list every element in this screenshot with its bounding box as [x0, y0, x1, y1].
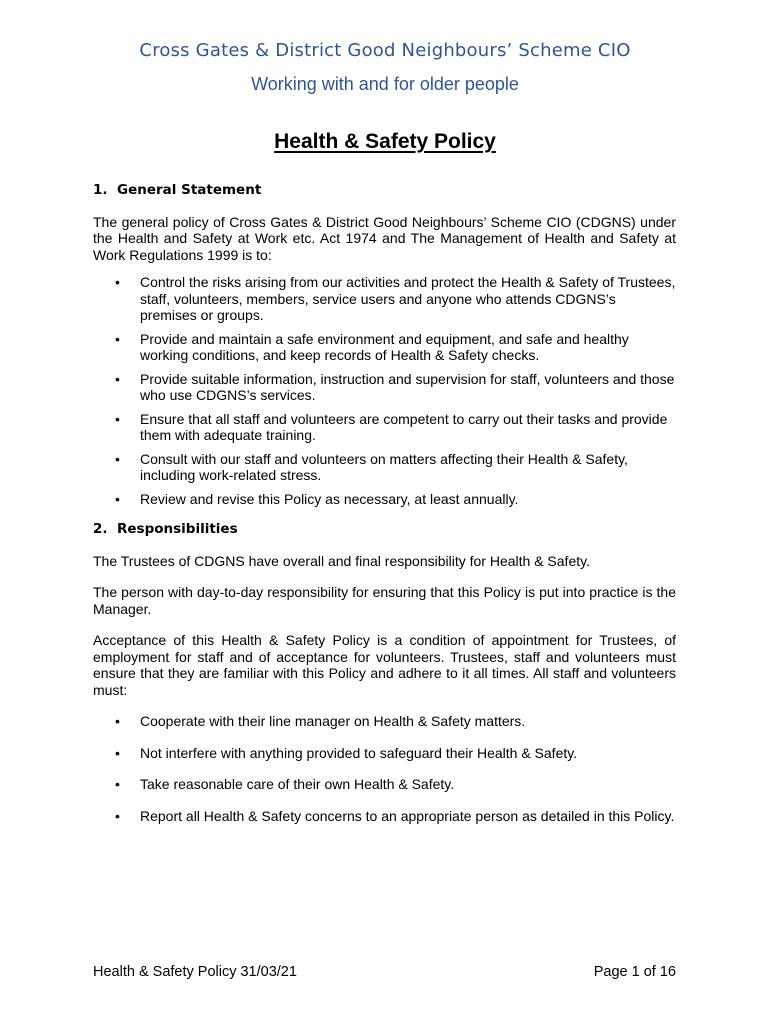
bullet-icon: •	[115, 490, 120, 507]
bullet-icon: •	[115, 450, 120, 467]
section-number: 2.	[93, 521, 108, 537]
document-title: Health & Safety Policy	[274, 130, 496, 153]
responsibilities-paragraph-2: The person with day-to-day responsibility for ensuring that this Policy is put into practice is the Manager.	[93, 584, 676, 617]
responsibilities-paragraph-3: Acceptance of this Health & Safety Policy is a condition of appointment for Trustees, of employment for staff and of acceptance for volunteers. Trustees, staff and volunteers must ensure that they are familiar with this Policy and adhere to it all times. All staff and volunteers must:	[93, 632, 676, 698]
bullet-icon: •	[115, 330, 120, 347]
page-footer	[93, 964, 676, 980]
section-heading-general	[93, 182, 676, 199]
general-bullet-list	[93, 274, 676, 507]
section-number: 1.	[93, 182, 108, 198]
list-item: • Control the risks arising from our activities and protect the Health & Safety of Trustees, staff, volunteers, members, service users and anyone who attends CDGNS’s premises or groups.	[115, 274, 676, 323]
section-heading-responsibilities	[93, 521, 676, 538]
list-item: • Take reasonable care of their own Health & Safety.	[115, 776, 455, 792]
organisation-tagline: Working with and for older people	[251, 74, 519, 94]
bullet-icon: •	[115, 410, 120, 427]
list-item: • Consult with our staff and volunteers on matters affecting their Health & Safety, including work-related stress.	[115, 450, 628, 483]
list-item: • Cooperate with their line manager on Health & Safety matters.	[115, 713, 526, 729]
section-title: Responsibilities	[117, 521, 238, 537]
bullet-icon: •	[115, 776, 120, 792]
responsibilities-paragraph-1: The Trustees of CDGNS have overall and final responsibility for Health & Safety.	[93, 552, 590, 569]
footer-document-label: Health & Safety Policy 31/03/21	[93, 964, 297, 980]
bullet-icon: •	[115, 370, 120, 387]
organisation-name: Cross Gates & District Good Neighbours’ Scheme CIO	[139, 40, 631, 61]
document-body	[93, 178, 676, 824]
list-item: • Report all Health & Safety concerns to an appropriate person as detailed in this Policy.	[115, 807, 675, 824]
list-item: • Provide and maintain a safe environment and equipment, and safe and healthy working conditions, and keep records of Health & Safety checks.	[115, 330, 629, 363]
list-item: • Not interfere with anything provided to safeguard their Health & Safety.	[115, 744, 578, 761]
general-intro-paragraph: The general policy of Cross Gates & District Good Neighbours’ Scheme CIO (CDGNS) under the Health and Safety at Work etc. Act 1974 and The Management of Health and Safety at Work Regulations 1999 is to:	[93, 213, 676, 263]
list-item: • Provide suitable information, instruction and supervision for staff, volunteers and those who use CDGNS’s services.	[115, 370, 675, 403]
list-item: • Review and revise this Policy as necessary, at least annually.	[115, 490, 519, 507]
responsibilities-bullet-list	[93, 713, 676, 824]
bullet-icon: •	[115, 744, 120, 761]
footer-page-number: Page 1 of 16	[593, 964, 676, 980]
bullet-icon: •	[115, 807, 120, 824]
list-item: • Ensure that all staff and volunteers are competent to carry out their tasks and provide them with adequate training.	[115, 410, 668, 443]
bullet-icon: •	[115, 713, 120, 729]
section-title: General Statement	[117, 182, 262, 198]
bullet-icon: •	[115, 274, 120, 290]
